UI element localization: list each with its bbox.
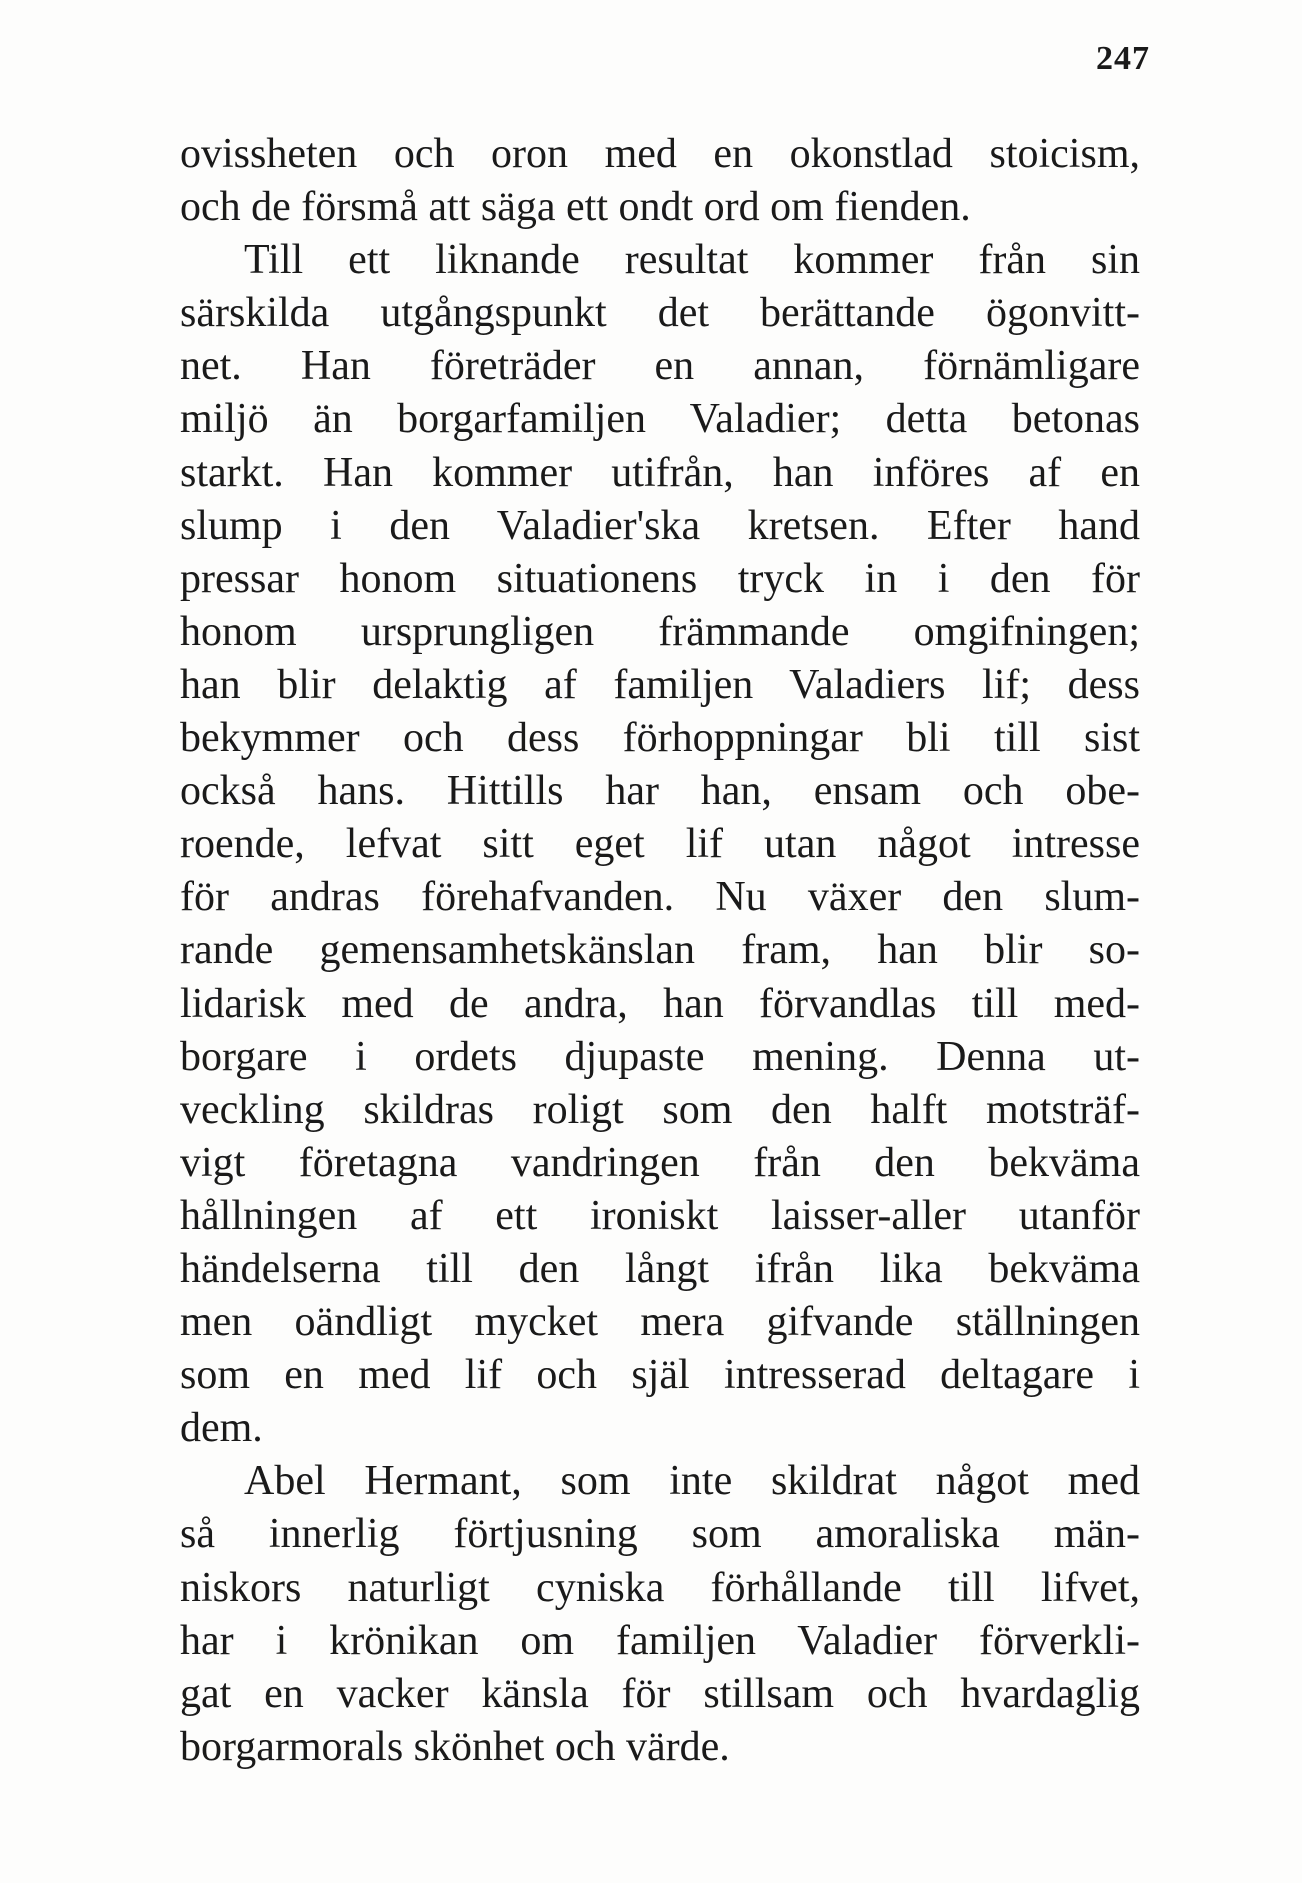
text-line: gat en vacker känsla för stillsam och hvardaglig [180,1670,1140,1717]
text-line: miljö än borgarfamiljen Valadier; detta betonas [180,396,1140,443]
text-line: vigt företagna vandringen från den bekväma [180,1139,1140,1186]
text-line: roende, lefvat sitt eget lif utan något intresse [180,821,1140,868]
text-line: dem. [180,1405,263,1452]
text-line: han blir delaktig af familjen Valadiers lif; dess [180,661,1140,708]
text-line: särskilda utgångspunkt det berättande ögonvitt- [180,290,1140,337]
text-line: händelserna till den långt ifrån lika bekväma [180,1245,1140,1292]
paragraph-3 [180,1455,1140,1774]
paragraph-2 [180,234,1140,1455]
paragraph-1 [180,128,1140,234]
text-line: borgare i ordets djupaste mening. Denna ut- [180,1033,1140,1080]
text-line: niskors naturligt cyniska förhållande till lifvet, [180,1564,1140,1611]
text-line: så innerlig förtjusning som amoraliska män- [180,1511,1140,1558]
text-line: starkt. Han kommer utifrån, han införes af en [180,449,1140,496]
text-line: Till ett liknande resultat kommer från sin [244,237,1140,284]
text-line: för andras förehafvanden. Nu växer den slum- [180,874,1140,921]
text-line: men oändligt mycket mera gifvande ställningen [180,1299,1140,1346]
text-line: som en med lif och själ intresserad deltagare i [180,1352,1140,1399]
text-line: också hans. Hittills har han, ensam och obe- [180,768,1140,815]
text-line: pressar honom situationens tryck in i den för [180,555,1140,602]
text-line: rande gemensamhetskänslan fram, han blir so- [180,927,1140,974]
body-text [180,128,1140,1774]
text-line: hållningen af ett ironiskt laisser-aller utanför [180,1192,1140,1239]
text-line: lidarisk med de andra, han förvandlas till med- [180,980,1140,1027]
text-line: slump i den Valadier'ska kretsen. Efter hand [180,502,1140,549]
text-line: har i krönikan om familjen Valadier förverkli- [180,1617,1140,1664]
text-line: veckling skildras roligt som den halft motsträf- [180,1086,1140,1133]
text-line: ovissheten och oron med en okonstlad stoicism, [180,131,1140,177]
text-line: net. Han företräder en annan, förnämligare [180,343,1140,390]
page-number: 247 [1096,40,1150,77]
text-line: och de försmå att säga ett ondt ord om fienden. [180,184,971,231]
text-line: borgarmorals skönhet och värde. [180,1723,730,1770]
text-line: bekymmer och dess förhoppningar bli till sist [180,715,1140,762]
text-line: honom ursprungligen främmande omgifningen; [180,608,1140,655]
text-line: Abel Hermant, som inte skildrat något med [244,1458,1140,1505]
